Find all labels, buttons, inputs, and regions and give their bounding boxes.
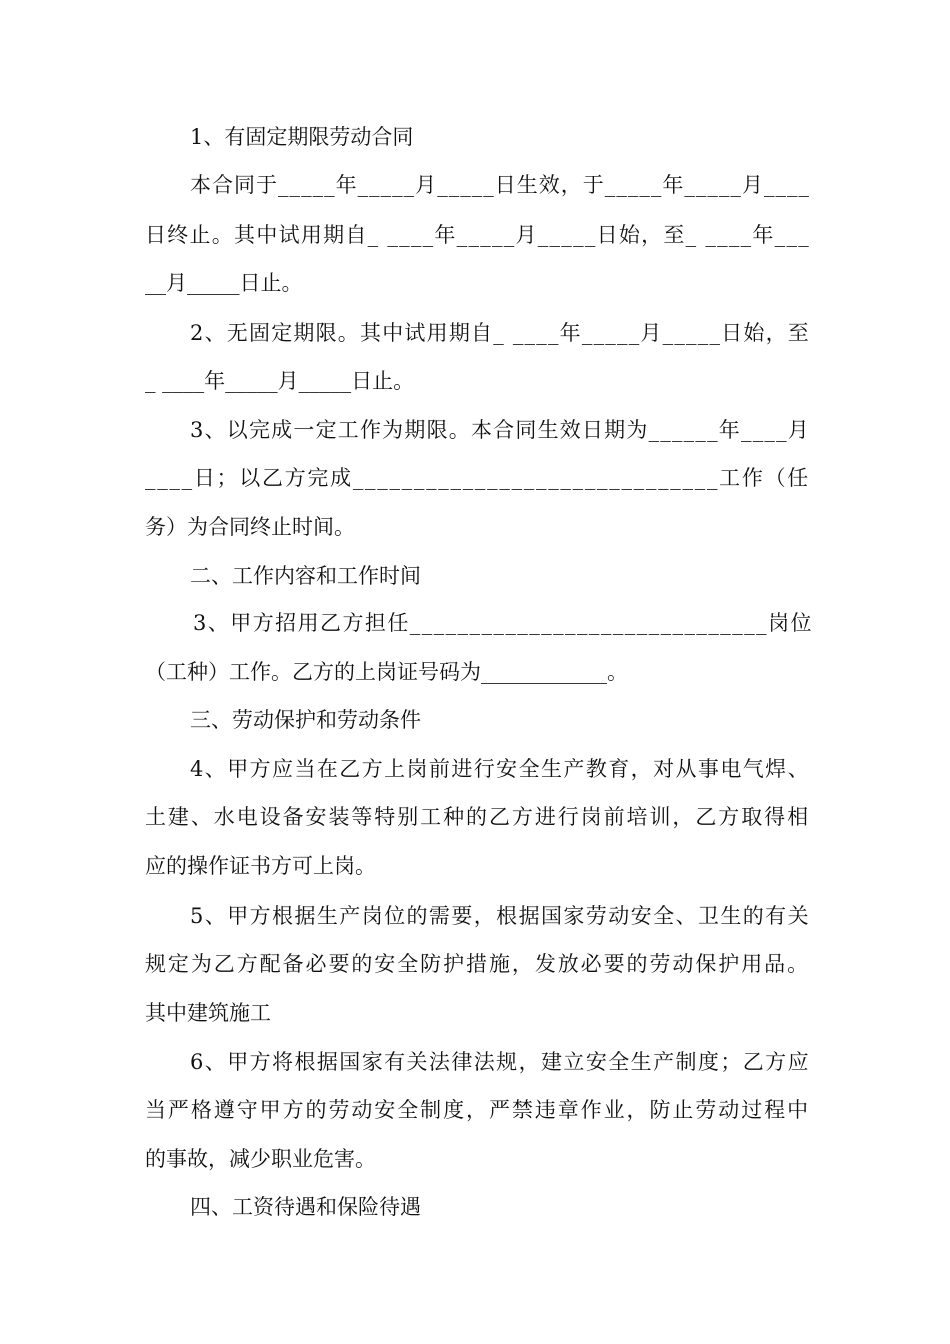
section-heading: 二、工作内容和工作时间 [190,564,421,588]
paragraph-line: 当严格遵守甲方的劳动安全制度，严禁违章作业，防止劳动过程中 [145,1098,810,1122]
paragraph-line: 务）为合同终止时间。 [145,515,355,539]
section-heading: 四、工资待遇和保险待遇 [190,1195,421,1219]
paragraph-line: 6、甲方将根据国家有关法律法规，建立安全生产制度；乙方应 [190,1050,811,1074]
paragraph-line: 2、无固定期限。其中试用期自_ ____年_____月_____日始，至 [190,321,810,345]
paragraph-line: ____日；以乙方完成______________________________工作（任 [145,466,810,490]
paragraph-line: 4、甲方应当在乙方上岗前进行安全生产教育，对从事电气焊、 [190,757,811,781]
paragraph-line: 的事故，减少职业危害。 [145,1147,376,1171]
paragraph-line: 其中建筑施工 [145,1001,271,1025]
paragraph-line: 规定为乙方配备必要的安全防护措施，发放必要的劳动保护用品。 [145,952,810,976]
paragraph-line: _ ____年_____月_____日止。 [145,369,415,393]
paragraph-line: （工种）工作。乙方的上岗证号码为____________。 [145,660,628,684]
paragraph-line: 5、甲方根据生产岗位的需要，根据国家劳动安全、卫生的有关 [190,904,811,928]
section-heading: 1、有固定期限劳动合同 [190,125,414,149]
paragraph-line: __月_____日止。 [145,271,303,295]
paragraph-line: 本合同于_____年_____月_____日生效，于_____年_____月____ [190,173,811,197]
paragraph-line: 3、甲方招用乙方担任______________________________岗位 [193,611,813,635]
section-heading: 三、劳动保护和劳动条件 [190,708,421,732]
paragraph-line: 日终止。其中试用期自_ ____年_____月_____日始，至_ ____年___ [145,223,810,247]
paragraph-line: 3、以完成一定工作为期限。本合同生效日期为______年____月 [190,418,810,442]
paragraph-line: 应的操作证书方可上岗。 [145,854,376,878]
paragraph-line: 土建、水电设备安装等特别工种的乙方进行岗前培训，乙方取得相 [145,805,810,829]
